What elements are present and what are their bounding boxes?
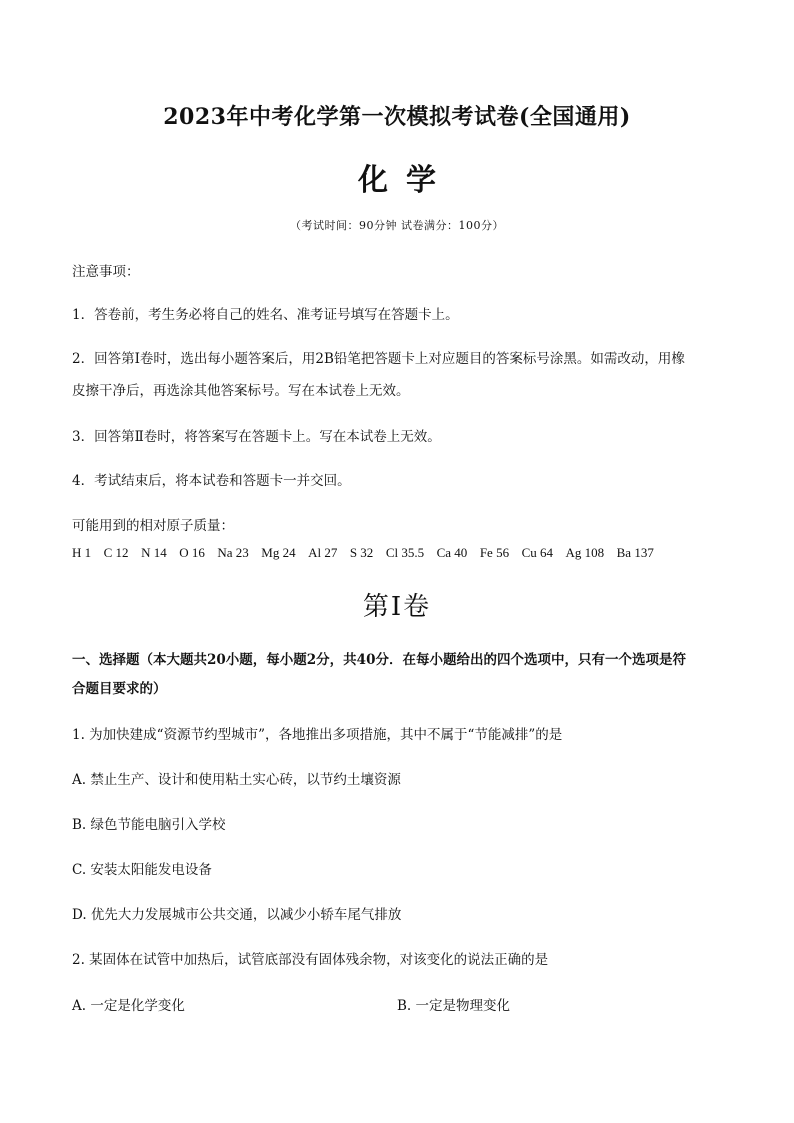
notice-heading: 注意事项： <box>72 264 140 280</box>
atomic-mass-item: Cl 35.5 <box>385 545 425 560</box>
atomic-mass-item: H 1 <box>72 545 92 560</box>
atomic-mass-item: Al 27 <box>308 545 338 560</box>
atomic-mass-item: Ag 108 <box>565 545 605 560</box>
question-1-stem: 1. 为加快建成“资源节约型城市”，各地推出多项措施，其中不属于“节能减排”的是 <box>72 727 563 743</box>
atomic-mass-item: Ba 137 <box>616 545 654 560</box>
exam-info: （考试时间：90分钟 试卷满分：100分） <box>290 219 504 232</box>
question-1-option-c: C. 安装太阳能发电设备 <box>72 862 212 878</box>
atomic-mass-heading: 可能用到的相对原子质量： <box>72 518 234 534</box>
atomic-mass-item: Mg 24 <box>261 545 296 560</box>
atomic-mass-item: Na 23 <box>217 545 249 560</box>
notice-item-2-line-1: 2．回答第Ⅰ卷时，选出每小题答案后，用2B铅笔把答题卡上对应题目的答案标号涂黑。如需改动，用橡 <box>72 351 685 367</box>
question-2-option-a: A. 一定是化学变化 <box>72 998 185 1014</box>
question-1-option-a: A. 禁止生产、设计和使用粘土实心砖，以节约土壤资源 <box>72 772 401 788</box>
notice-item-3: 3．回答第Ⅱ卷时，将答案写在答题卡上。写在本试卷上无效。 <box>72 429 441 445</box>
atomic-mass-item: Ca 40 <box>436 545 468 560</box>
exam-title: 2023年中考化学第一次模拟考试卷(全国通用) <box>163 104 631 130</box>
notice-item-1: 1．答卷前，考生务必将自己的姓名、准考证号填写在答题卡上。 <box>72 307 459 323</box>
atomic-mass-item: S 32 <box>349 545 374 560</box>
notice-item-4: 4．考试结束后，将本试卷和答题卡一并交回。 <box>72 473 351 489</box>
atomic-mass-item: C 12 <box>103 545 129 560</box>
atomic-mass-item: O 16 <box>179 545 205 560</box>
section-instructions-line-2: 合题目要求的） <box>72 681 167 697</box>
question-2-option-b: B. 一定是物理变化 <box>397 998 511 1014</box>
section-title: 第Ⅰ卷 <box>362 592 432 622</box>
section-instructions-line-1: 一、选择题（本大题共20小题，每小题2分，共40分．在每小题给出的四个选项中，只有一个选项是符 <box>72 652 686 668</box>
question-1-option-b: B. 绿色节能电脑引入学校 <box>72 817 226 833</box>
atomic-mass-item: N 14 <box>141 545 167 560</box>
atomic-mass-item: Fe 56 <box>479 545 510 560</box>
subject-title: 化学 <box>358 163 454 198</box>
atomic-mass-item: Cu 64 <box>521 545 553 560</box>
question-1-option-d: D. 优先大力发展城市公共交通，以减少小轿车尾气排放 <box>72 907 402 923</box>
atomic-mass-list <box>72 545 654 561</box>
question-2-stem: 2. 某固体在试管中加热后，试管底部没有固体残余物，对该变化的说法正确的是 <box>72 952 549 968</box>
notice-item-2-line-2: 皮擦干净后，再选涂其他答案标号。写在本试卷上无效。 <box>72 383 410 399</box>
